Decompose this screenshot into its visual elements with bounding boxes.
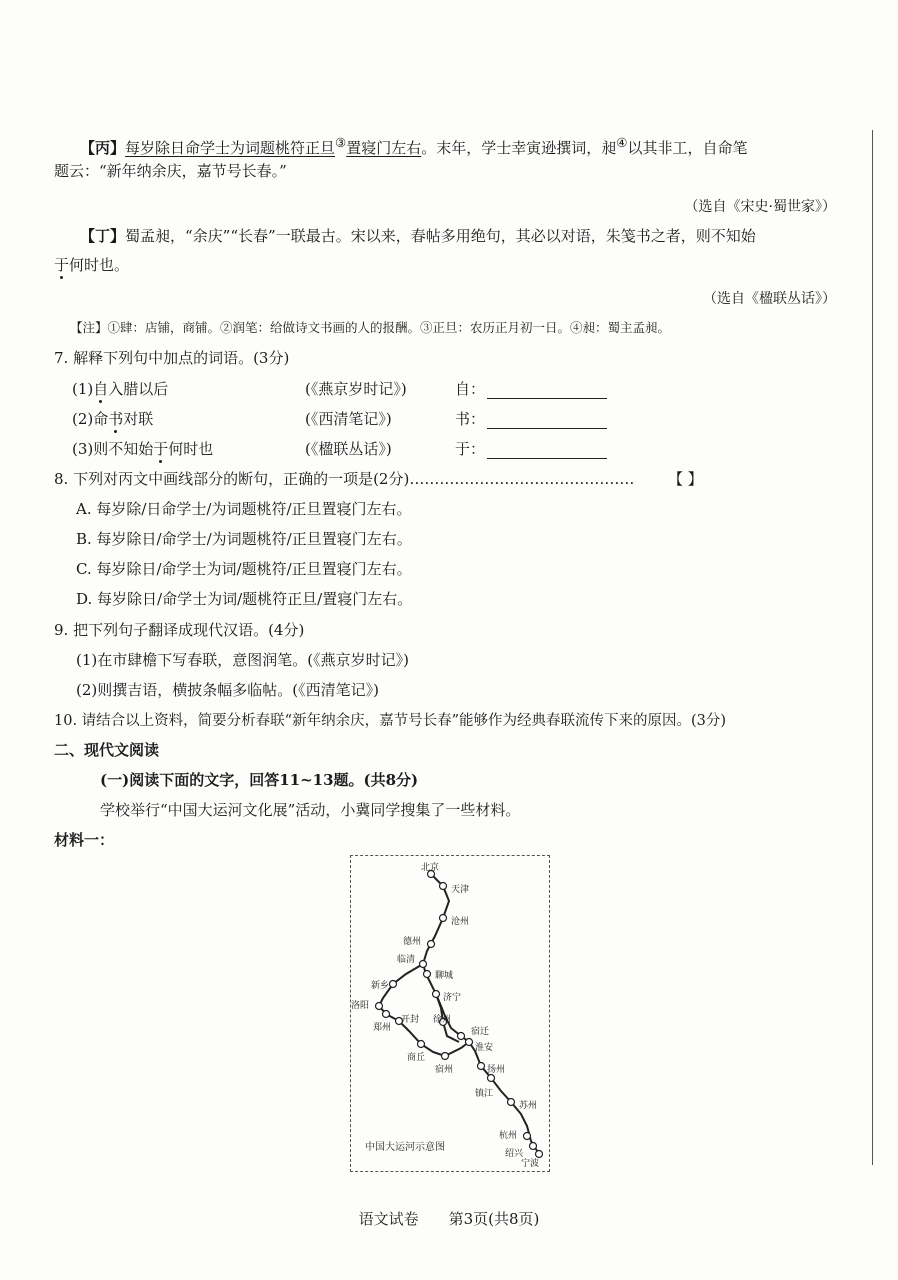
city-dot-xinxiang [390, 981, 397, 988]
city-label: 临清 [397, 955, 416, 965]
city-label: 淮安 [475, 1043, 494, 1053]
q7-item-3-rest: 何时也 [168, 440, 214, 458]
city-label: 北京 [421, 863, 440, 873]
q7-item-1-answer[interactable] [455, 378, 607, 399]
city-dot-cangzhou [440, 915, 447, 922]
city-dot-zhengzhou [383, 1011, 390, 1018]
q7-item-3-dot: 于 [153, 440, 169, 458]
q7-item-2-word: 书： [455, 410, 486, 428]
city-label: 苏州 [519, 1101, 538, 1111]
ding-text: 蜀孟昶，“余庆”“长春”一联最古。宋以来，春帖多用绝句，其必以对语，朱笺书之者，则不知始 [125, 227, 756, 245]
city-dot-huaian [466, 1039, 473, 1046]
q7-item-3-src: (《楹联丛话》) [305, 440, 392, 458]
ding-line-2 [54, 254, 129, 276]
q7-item-2-rest: 对联 [123, 410, 154, 428]
q7-item-1-pre: (1) [72, 380, 94, 398]
city-label: 郑州 [373, 1023, 392, 1033]
city-dot-liaocheng [424, 971, 431, 978]
bing-tag: 【丙】 [80, 139, 126, 157]
city-label: 宁波 [521, 1159, 540, 1169]
city-label: 新乡 [371, 981, 390, 991]
city-label: 镇江 [475, 1089, 494, 1099]
city-dot-shaoxing [530, 1143, 537, 1150]
city-dot-suqian [458, 1033, 465, 1040]
city-label: 济宁 [443, 993, 462, 1003]
q8-option-d[interactable]: D. 每岁除日/命学士为词/题桃符正旦/置寝门左右。 [76, 590, 413, 608]
bing-text-2: 以其非工，自命笔 [627, 139, 748, 157]
q7-title: 7. 解释下列句中加点的词语。(3分) [54, 349, 290, 367]
city-label: 扬州 [487, 1065, 506, 1075]
q8-title: 8. 下列对丙文中画线部分的断句，正确的一项是(2分)……………………………………… [54, 470, 635, 488]
bing-underlined-text: 每岁除日命学士为词题桃符正旦 [125, 139, 336, 157]
city-label: 杭州 [499, 1131, 518, 1141]
page-footer: 语文试卷 第3页(共8页) [358, 1210, 540, 1228]
city-label: 宿迁 [471, 1027, 490, 1037]
city-dot-yangzhou [478, 1063, 485, 1070]
ding-tag: 【丁】 [80, 227, 126, 245]
section-heading: 二、现代文阅读 [54, 741, 160, 759]
map-title: 中国大运河示意图 [365, 1142, 445, 1153]
footnotes: 【注】①肆：店铺，商铺。②润笔：给做诗文书画的人的报酬。③正旦：农历正月初一日。④昶：蜀主孟昶。 [70, 320, 671, 335]
q7-item-2-dot: 书 [108, 410, 124, 428]
bing-line-2: 题云：“新年纳余庆，嘉节号长春。” [54, 162, 287, 180]
margin-line [872, 130, 873, 1165]
q9-item-1: (1)在市肆檐下写春联，意图润笔。(《燕京岁时记》) [76, 651, 409, 669]
q9-item-2: (2)则撰吉语，横披条幅多临帖。(《西清笔记》) [76, 681, 379, 699]
city-label: 沧州 [451, 917, 470, 927]
q7-item-2 [72, 408, 153, 429]
q7-item-3-pre: (3)则不知始 [72, 440, 154, 458]
q8-option-c[interactable]: C. 每岁除日/命学士为词/题桃符/正旦置寝门左右。 [76, 560, 412, 578]
note-ref-4: ④ [616, 135, 628, 150]
q7-item-1-src: (《燕京岁时记》) [305, 380, 407, 398]
q7-item-1-rest: 入腊以后 [108, 380, 169, 398]
city-dot-jining [433, 991, 440, 998]
bing-underlined-text-2: 置寝门左右 [346, 139, 422, 157]
q7-item-2-src: (《西清笔记》) [305, 410, 392, 428]
city-label: 开封 [401, 1015, 420, 1025]
q7-item-3 [72, 438, 213, 459]
city-label: 徐州 [433, 1015, 452, 1025]
q10-title: 10. 请结合以上资料，简要分析春联“新年纳余庆，嘉节号长春”能够作为经典春联流传下来的原因。(3分) [54, 713, 727, 729]
q8-option-b[interactable]: B. 每岁除日/命学士/为词题桃符/正旦置寝门左右。 [76, 530, 412, 548]
bing-source: （选自《宋史·蜀世家》） [684, 199, 836, 215]
q8-answer-bracket[interactable]: 【 】 [668, 470, 703, 488]
city-label: 聊城 [435, 971, 454, 981]
intro-text: 学校举行“中国大运河文化展”活动，小冀同学搜集了一些材料。 [100, 801, 521, 819]
bing-text: 。末年，学士幸寅逊撰词，昶 [421, 139, 617, 157]
q7-item-3-word: 于： [455, 440, 486, 458]
city-dot-tianjin [440, 883, 447, 890]
city-dot-linqing [420, 961, 427, 968]
ding-line-1 [80, 225, 756, 247]
city-dot-shangqiu [418, 1041, 425, 1048]
city-dot-suzhou-anhui [442, 1053, 449, 1060]
q7-item-1-word: 自： [455, 380, 486, 398]
city-label: 洛阳 [351, 1001, 370, 1011]
grand-canal-map [350, 855, 550, 1172]
ding-text-2: 何时也。 [69, 256, 130, 274]
ding-dotted-char: 于 [54, 256, 70, 274]
q7-item-1 [72, 378, 168, 399]
bing-line-1 [80, 132, 748, 159]
city-dot-zhenjiang [488, 1075, 495, 1082]
answer-blank[interactable] [487, 414, 607, 429]
q7-item-1-dot: 自 [93, 380, 109, 398]
q9-title: 9. 把下列句子翻译成现代汉语。(4分) [54, 621, 305, 639]
city-dot-hangzhou [524, 1133, 531, 1140]
city-label: 宿州 [435, 1065, 454, 1075]
q7-item-2-answer[interactable] [455, 408, 607, 429]
city-label: 绍兴 [505, 1149, 524, 1159]
city-dot-luoyang [376, 1003, 383, 1010]
answer-blank[interactable] [487, 444, 607, 459]
ding-source: （选自《楹联丛话》） [703, 291, 836, 307]
material-1-label: 材料一： [54, 831, 115, 849]
subsection-heading: (一)阅读下面的文字，回答11~13题。(共8分) [100, 771, 419, 789]
q8-option-a[interactable]: A. 每岁除/日命学士/为词题桃符/正旦置寝门左右。 [76, 500, 412, 518]
city-dot-dezhou [428, 941, 435, 948]
note-ref-3: ③ [335, 135, 347, 150]
city-label: 商丘 [407, 1053, 426, 1063]
answer-blank[interactable] [487, 384, 607, 399]
city-label: 德州 [403, 937, 422, 947]
city-dot-suzhou [508, 1099, 515, 1106]
q7-item-2-pre: (2)命 [72, 410, 109, 428]
q7-item-3-answer[interactable] [455, 438, 607, 459]
city-label: 天津 [451, 885, 470, 895]
